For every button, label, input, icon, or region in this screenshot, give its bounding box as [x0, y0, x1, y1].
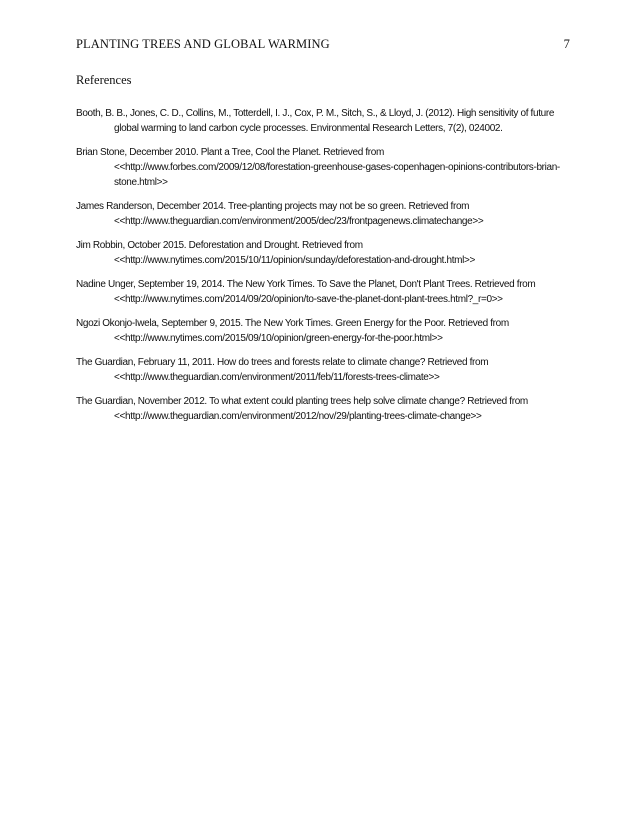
reference-entry: Nadine Unger, September 19, 2014. The New York Times. To Save the Planet, Don't Plant Trees. Retrieved from <<http://www.nytimes.com/2014/09/20/opinion/to-save-the-planet-dont-plant-trees.html?_r=0>> [76, 278, 536, 306]
page-number: 7 [563, 37, 570, 51]
reference-entry: The Guardian, November 2012. To what extent could planting trees help solve climate change? Retrieved from <<http://www.theguardian.com/environment/2012/nov/29/planting-trees-climate-change>> [76, 395, 528, 422]
reference-entry: Ngozi Okonjo-Iwela, September 9, 2015. The New York Times. Green Energy for the Poor. Retrieved from <<http://www.nytimes.com/2015/09/10/opinion/green-energy-for-the-poor.html>> [76, 317, 509, 344]
reference-entry: The Guardian, February 11, 2011. How do trees and forests relate to climate change? Retrieved from <<http://www.theguardian.com/environment/2011/feb/11/forests-trees-climate>> [76, 356, 489, 383]
reference-entry: Brian Stone, December 2010. Plant a Tree, Cool the Planet. Retrieved from <<http://www.forbes.com/2009/12/08/forestation-greenhouse-gases-copenhagen-opinions-contributors-brian-stone.html>> [76, 146, 560, 189]
reference-entry: James Randerson, December 2014. Tree-planting projects may not be so green. Retrieved from <<http://www.theguardian.com/environment/2005/dec/23/frontpagenews.climatechange>> [76, 201, 484, 228]
reference-entry: Jim Robbin, October 2015. Deforestation and Drought. Retrieved from <<http://www.nytimes.com/2015/10/11/opinion/sunday/deforestation-and-drought.html>> [76, 239, 476, 267]
reference-list [76, 106, 562, 432]
reference-entry: Booth, B. B., Jones, C. D., Collins, M., Totterdell, I. J., Cox, P. M., Sitch, S., & Lloyd, J. (2012). High sensitivity of future global warming to land carbon cycle processes. Environmental Research Letters, 7(2), 024002. [76, 108, 555, 135]
references-heading: References [76, 73, 132, 87]
running-head-title: PLANTING TREES AND GLOBAL WARMING [76, 37, 330, 51]
